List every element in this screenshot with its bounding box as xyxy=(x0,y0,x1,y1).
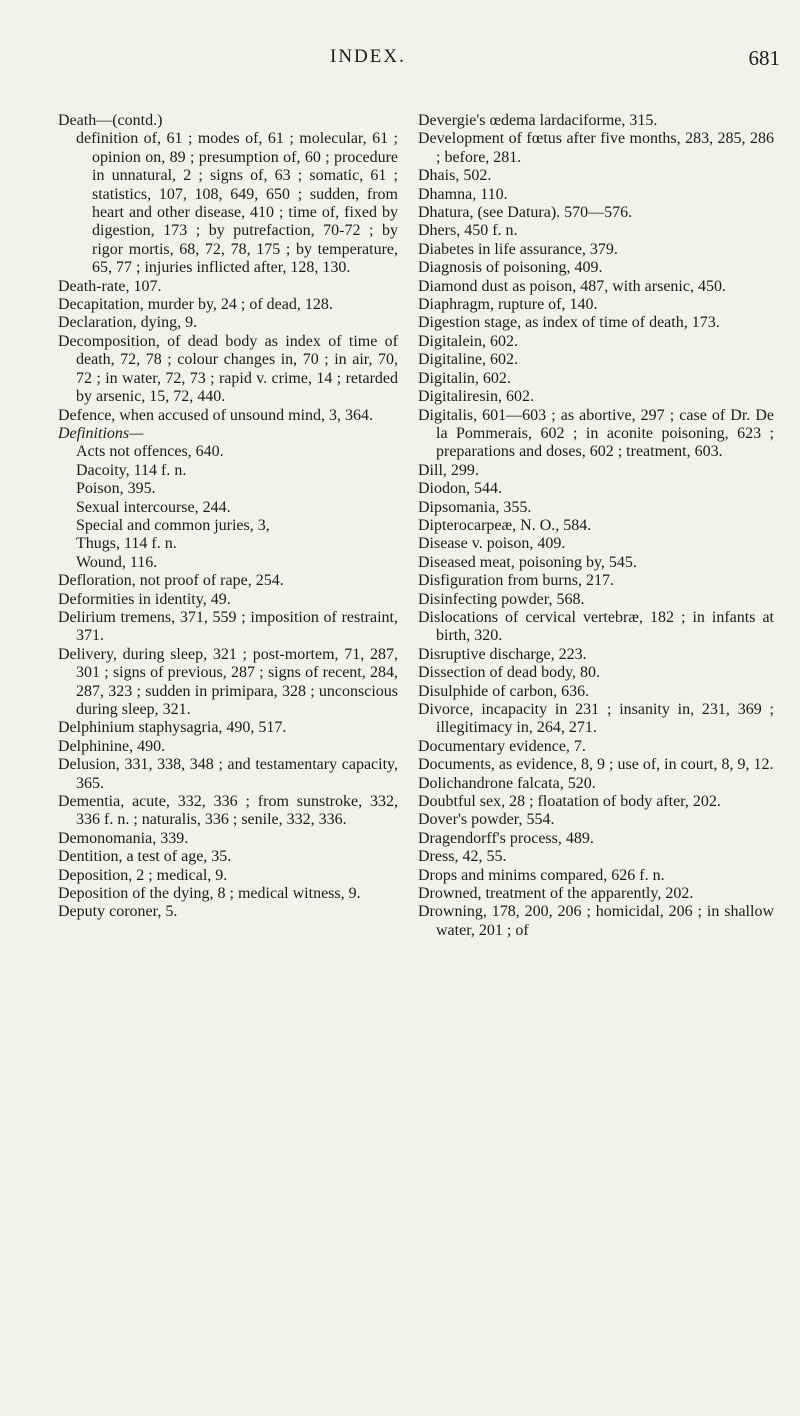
index-entry: Acts not offences, 640. xyxy=(76,443,224,461)
index-entry: Disulphide of carbon, 636. xyxy=(418,682,590,700)
index-entry: Diodon, 544. xyxy=(418,480,502,498)
index-entry: Deformities in identity, 49. xyxy=(58,590,231,608)
index-entry: Dipterocarpeæ, N. O., 584. xyxy=(418,516,592,534)
index-entry: Poison, 395. xyxy=(76,480,156,498)
index-entry: Delusion, 331, 338, 348 ; and testamentary capacity, 365. xyxy=(58,756,398,792)
index-entry: Delphinium staphysagria, 490, 517. xyxy=(58,719,287,737)
index-entry: Drowned, treatment of the apparently, 202. xyxy=(418,885,694,903)
page-header xyxy=(0,46,800,86)
index-entry: Special and common juries, 3, xyxy=(76,516,270,534)
index-entry: Thugs, 114 f. n. xyxy=(76,535,177,553)
index-entry: Development of fœtus after five months, 283, 285, 286 ; before, 281. xyxy=(418,130,774,166)
index-entry: Decapitation, murder by, 24 ; of dead, 128. xyxy=(58,296,333,314)
index-entry: Dill, 299. xyxy=(418,461,479,479)
index-entry: Documentary evidence, 7. xyxy=(418,737,586,755)
index-entry: Digestion stage, as index of time of death, 173. xyxy=(418,314,720,332)
index-entry: Delirium tremens, 371, 559 ; imposition of restraint, 371. xyxy=(58,608,398,645)
index-entry: Death—(contd.) xyxy=(58,112,163,129)
index-entry: Deposition of the dying, 8 ; medical witness, 9. xyxy=(58,885,361,903)
index-entry: Deputy coroner, 5. xyxy=(58,903,178,921)
index-entry: Declaration, dying, 9. xyxy=(58,314,198,332)
index-entry: Definitions— xyxy=(58,424,144,442)
index-entry: Disease v. poison, 409. xyxy=(418,535,566,553)
index-entry: Digitaline, 602. xyxy=(418,351,518,369)
index-entry: Death-rate, 107. xyxy=(58,277,162,295)
index-entry: Digitalin, 602. xyxy=(418,369,511,387)
index-entry: Dipsomania, 355. xyxy=(418,498,532,516)
index-entry: Digitaliresin, 602. xyxy=(418,388,534,406)
index-entry: Disruptive discharge, 223. xyxy=(418,645,587,663)
index-entry: Decomposition, of dead body as index of time of death, 72, 78 ; colour changes in, 70 ; in air, 70, 72 ; in water, 72, 73 ; rapid v. crime, 14 ; retarded by arsenic, 15, 72, 440. xyxy=(58,332,398,406)
index-entry: Dover's powder, 554. xyxy=(418,811,555,829)
index-entry: Dissection of dead body, 80. xyxy=(418,664,601,682)
index-entry: Dislocations of cervical vertebræ, 182 ; in infants at birth, 320. xyxy=(418,608,774,645)
index-entry: Diamond dust as poison, 487, with arsenic, 450. xyxy=(418,277,726,295)
index-entry: Diseased meat, poisoning by, 545. xyxy=(418,553,637,571)
index-entry: Dhers, 450 f. n. xyxy=(418,222,518,240)
index-entry: Doubtful sex, 28 ; floatation of body after, 202. xyxy=(418,793,721,811)
index-entry: Disinfecting powder, 568. xyxy=(418,590,585,608)
index-entry: Sexual intercourse, 244. xyxy=(76,498,231,516)
index-entry: Diagnosis of poisoning, 409. xyxy=(418,259,603,277)
index-entry: Defence, when accused of unsound mind, 3, 364. xyxy=(58,406,374,424)
page-number: 681 xyxy=(748,46,780,70)
index-entry: Documents, as evidence, 8, 9 ; use of, in court, 8, 9, 12. xyxy=(418,756,774,774)
index-entry: Dentition, a test of age, 35. xyxy=(58,848,232,866)
index-entry: Dolichandrone falcata, 520. xyxy=(418,774,596,792)
index-entry: Dhais, 502. xyxy=(418,167,492,185)
index-column-right xyxy=(418,112,774,940)
index-column-left xyxy=(58,112,398,922)
index-entry: Dacoity, 114 f. n. xyxy=(76,461,187,479)
running-title: INDEX. xyxy=(330,46,406,67)
index-entry: Diaphragm, rupture of, 140. xyxy=(418,296,598,314)
index-entry: Dementia, acute, 332, 336 ; from sunstroke, 332, 336 f. n. ; naturalis, 336 ; senile, 332, 336. xyxy=(58,793,398,829)
index-entry: Dragendorff's process, 489. xyxy=(418,829,594,847)
index-entry: Deposition, 2 ; medical, 9. xyxy=(58,866,228,884)
index-entry: Dress, 42, 55. xyxy=(418,848,507,866)
index-entry: Devergie's œdema lardaciforme, 315. xyxy=(418,112,658,129)
index-entry: Delivery, during sleep, 321 ; post-mortem, 71, 287, 301 ; signs of previous, 287 ; signs of recent, 284, 287, 323 ; sudden in primipara, 328 ; unconscious during sleep, 321. xyxy=(58,645,398,718)
index-entry: Drowning, 178, 200, 206 ; homicidal, 206 ; in shallow water, 201 ; of xyxy=(418,903,774,939)
index-entry: Dhamna, 110. xyxy=(418,185,508,203)
index-entry: Wound, 116. xyxy=(76,553,158,571)
index-entry: Disfiguration from burns, 217. xyxy=(418,572,614,590)
index-entry: Digitalis, 601—603 ; as abortive, 297 ; case of Dr. De la Pommerais, 602 ; in aconite poisoning, 623 ; preparations and doses, 602 ; treatment, 603. xyxy=(418,406,774,461)
index-entry: definition of, 61 ; modes of, 61 ; molecular, 61 ; opinion on, 89 ; presumption of, 60 ; procedure in unnatural, 2 ; signs of, 63 ; somatic, 61 ; statistics, 107, 108, 649, 650 ; sudden, from heart and other disease, 410 ; time of, fixed by digestion, 173 ; by putrefaction, 70-72 ; by rigor mortis, 68, 72, 78, 175 ; by temperature, 65, 77 ; injuries inflicted after, 128, 130. xyxy=(76,130,398,277)
index-entry: Delphinine, 490. xyxy=(58,737,166,755)
index-entry: Divorce, incapacity in 231 ; insanity in, 231, 369 ; illegitimacy in, 264, 271. xyxy=(418,701,774,737)
index-entry: Diabetes in life assurance, 379. xyxy=(418,240,618,258)
index-entry: Defloration, not proof of rape, 254. xyxy=(58,572,284,590)
index-entry: Digitalein, 602. xyxy=(418,332,518,350)
index-entry: Demonomania, 339. xyxy=(58,829,189,847)
index-entry: Dhatura, (see Datura). 570—576. xyxy=(418,204,633,222)
index-entry: Drops and minims compared, 626 f. n. xyxy=(418,866,665,884)
